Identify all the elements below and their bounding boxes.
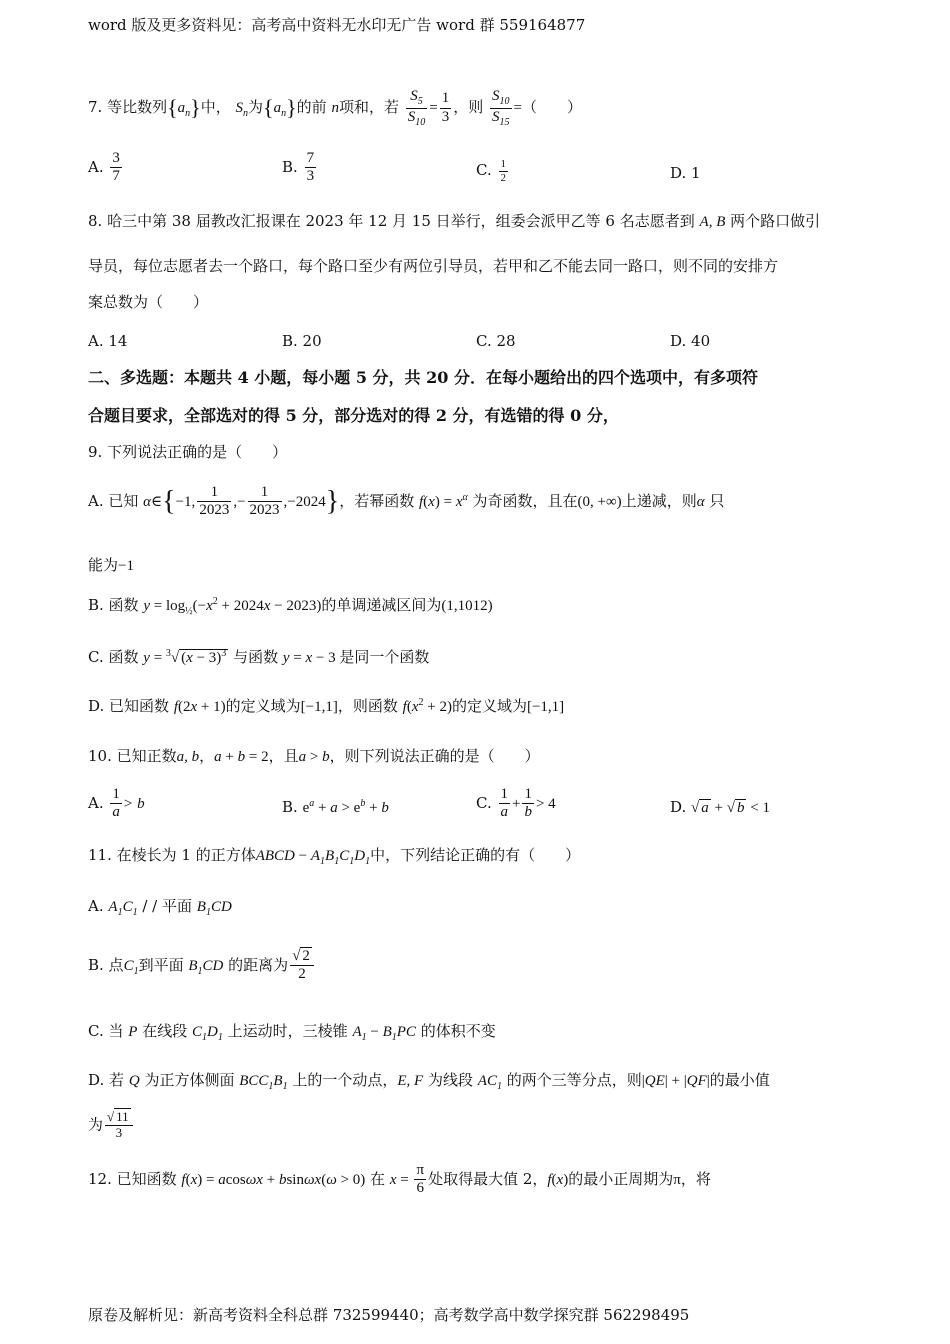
question-8-line3: 案总数为（ ） bbox=[88, 293, 209, 311]
question-8-line2: 导员，每位志愿者去一个路口，每个路口至少有两位引导员，若甲和乙不能去同一路口，则不同的安排方 bbox=[88, 257, 779, 275]
q11-option-a: A. $A_1C_1$ / / 平面 $B_1CD$ bbox=[88, 897, 232, 918]
q7-option-c: C. $\frac{1}{2}$ bbox=[476, 158, 506, 184]
q9-option-b: B. 函数 $y = \log_{\frac{1}{2}}(-x^2 + 2024x - 2023)$的单调递减区间为(1,1012) bbox=[88, 596, 493, 617]
section-2-heading-line1: 二、多选题：本题共 4 小题，每小题 5 分，共 20 分．在每小题给出的四个选项中，有多项符 bbox=[88, 368, 758, 387]
q8-option-b: B. 20 bbox=[282, 332, 322, 350]
question-11-stem: 11. 在棱长为 1 的正方体ABCD − $A_1B_1C_1D_1$中，下列结论正确的有（ ） bbox=[88, 846, 581, 867]
q7-option-d: D. 1 bbox=[670, 164, 701, 182]
q10-option-b: B. $e^a + a > e^b + b$ bbox=[282, 798, 389, 816]
header-note: word 版及更多资料见：高考高中资料无水印无广告 word 群 559164877 bbox=[88, 16, 586, 34]
section-2-heading-line2: 合题目要求，全部选对的得 5 分，部分选对的得 2 分，有选错的得 0 分， bbox=[88, 406, 619, 425]
q10-option-c: C. $\frac{1}{a}$ + $\frac{1}{b}$ > 4 bbox=[476, 786, 556, 821]
question-7: 7. 等比数列$\{a_n\}$中， $S_n$为$\{a_n\}$的前 n项和，若 $\frac{S_5}{S_{10}}$ = $\frac{1}{3}$ ，则 $\frac{S_{10}}{S_{15}}$ =（ ） bbox=[88, 88, 583, 128]
q7-option-a: A. $\frac{3}{7}$ bbox=[88, 150, 120, 185]
question-10-stem: 10. 已知正数a, b，a + b = 2，且a > b，则下列说法正确的是（ ） bbox=[88, 747, 540, 765]
question-8-line1: 8. 哈三中第 38 届教改汇报课在 2023 年 12 月 15 日举行，组委会派甲乙等 6 名志愿者到 A, B 两个路口做引 bbox=[88, 212, 821, 230]
q9-option-d: D. 已知函数 f(2x + 1)的定义域为[−1,1]，则函数 $f(x^2 + 2)$的定义域为[−1,1] bbox=[88, 697, 565, 715]
q9-option-a: A. 已知 α∈{−1, $\frac{1}{2023}$ ,− $\frac{1}{2023}$ ,−2024}，若幂函数 $f(x) = x^\alpha$ 为奇函数，且在(0, +∞)上递减，则α 只 bbox=[88, 484, 725, 519]
q8-option-a: A. 14 bbox=[88, 332, 128, 350]
q11-option-d: D. 若 Q 为正方体侧面 $BCC_1B_1$ 上的一个动点，E, F 为线段 $AC_1$ 的两个三等分点，则|QE| + |QF|的最小值 bbox=[88, 1071, 770, 1092]
q11-option-d-cont: 为 $\frac{√ 11}{3}$ bbox=[88, 1110, 135, 1141]
q11-option-c: C. 当 P 在线段 $C_1D_1$ 上运动时，三棱锥 $A_1 - B_1PC$ 的体积不变 bbox=[88, 1022, 496, 1043]
q10-option-a: A. $\frac{1}{a}$ > b bbox=[88, 786, 145, 821]
q8-option-c: C. 28 bbox=[476, 332, 516, 350]
question-12-stem: 12. 已知函数 f(x) = acosωx + bsinωx(ω > 0) 在 x = $\frac{\pi}{6}$ 处取得最大值 2，f(x)的最小正周期为π，将 bbox=[88, 1162, 711, 1197]
footer-note: 原卷及解析见：新高考资料全科总群 732599440；高考数学高中数学探究群 562298495 bbox=[88, 1306, 690, 1324]
q10-option-d: D. √ a + √ b < 1 bbox=[670, 798, 770, 816]
q11-option-b: B. 点$C_1$到平面 $B_1CD$ 的距离为 $\frac{√ 2}{2}$ bbox=[88, 948, 316, 984]
q9-option-c: C. 函数 y = $^3$√ $(x - 3)^3$ 与函数 y = x − 3 是同一个函数 bbox=[88, 648, 430, 666]
q8-option-d: D. 40 bbox=[670, 332, 711, 350]
question-9-stem: 9. 下列说法正确的是（ ） bbox=[88, 443, 288, 461]
q9-option-a-cont: 能为−1 bbox=[88, 556, 134, 574]
q7-option-b: B. $\frac{7}{3}$ bbox=[282, 150, 315, 185]
